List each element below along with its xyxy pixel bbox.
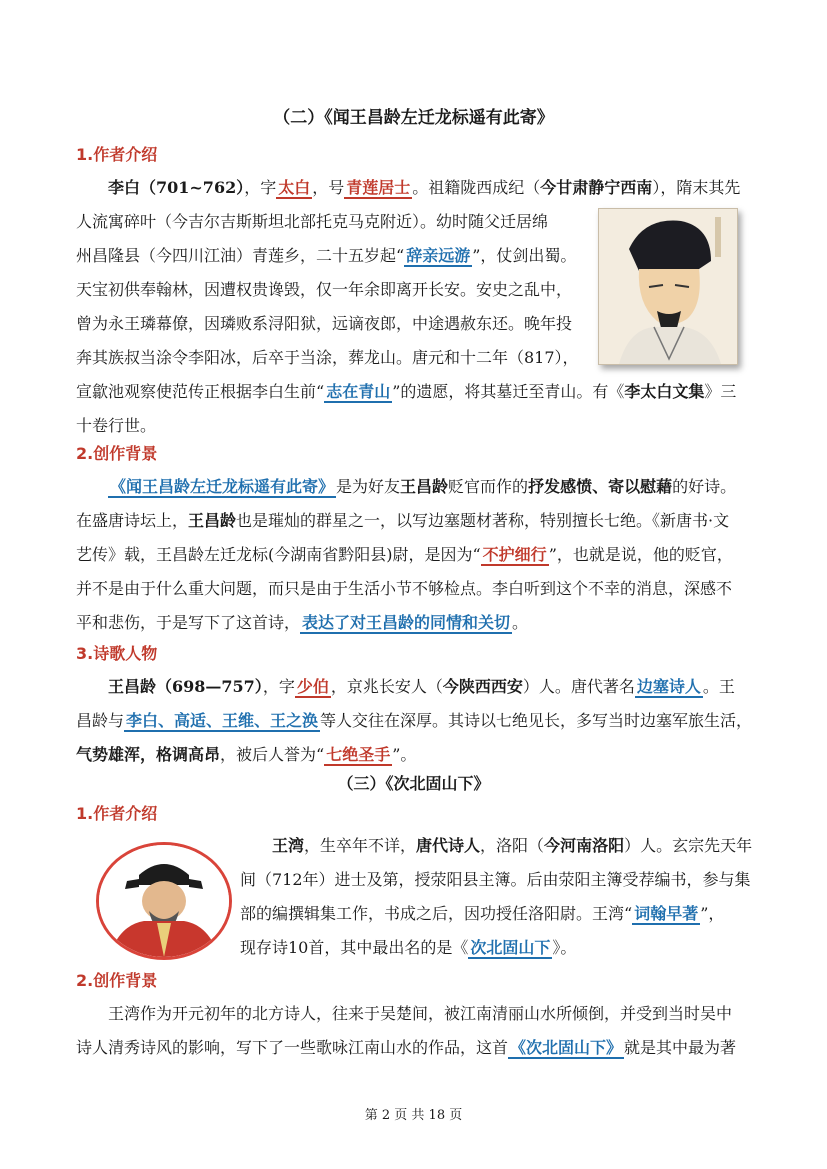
page-number: 第 2 页 共 18 页 [364, 1108, 463, 1123]
keyword-zi: 太白 [278, 178, 311, 197]
keyword-hao: 青莲居士 [346, 178, 411, 197]
keyword-reason: 不护细行 [482, 545, 547, 564]
li-bai-portrait [598, 208, 738, 365]
people-heading: 3.诗歌人物 [76, 644, 158, 663]
people-paragraph: 王昌龄（698—757），字 少伯 ，京兆长安人（今陕西西安）人。唐代著名 边塞诗人 。王 昌龄与 李白、高适、王维、王之涣 等人交往在深厚。其诗以七绝见长，多写当时边塞军旅生活， 气势雄浑，格调高昂，被后人誉为“ 七绝圣手 ”。 [76, 677, 753, 764]
keyword-zi-wcl: 少伯 [296, 677, 329, 696]
keyword-theme: 表达了对王昌龄的同情和关切 [302, 613, 511, 632]
author-intro-wangwan: 王湾，生卒年不详，唐代诗人，洛阳（今河南洛阳）人。玄宗先天年 间（712年）进士及第，授荥阳县主簿。后由荥阳主簿受荐编书，参与集 部的编撰辑集工作，书成之后，因功授任洛阳尉。王湾“ 词翰早著 ”， 现存诗10首，其中最出名的是《 次北固山下 》。 [240, 836, 753, 957]
background-heading: 2.创作背景 [76, 444, 158, 463]
keyword-poem-title: 《闻王昌龄左迁龙标遥有此寄》 [110, 477, 335, 496]
background-paragraph-3: 王湾作为开元初年的北方诗人，往来于吴楚间，被江南清丽山水所倾倒，并受到当时吴中 诗人清秀诗风的影响，写下了一些歌咏江南山水的作品，这首 《次北固山下》 就是其中最为著 [76, 1004, 737, 1057]
keyword-travel: 辞亲远游 [406, 246, 471, 265]
author-name: 李白（701~762） [108, 178, 245, 197]
author-intro-libai-wrap: 人流寓碎叶（今吉尔吉斯斯坦北部托克马克附近）。幼时随父迁居绵 州昌隆县（今四川江油）青莲乡，二十五岁起“ 辞亲远游 ”，仗剑出蜀。 天宝初供奉翰林，因遭权贵谗毁，仅一年余即离开长安。安史之乱中， 曾为永王璘幕僚，因璘败系浔阳狱，远谪夜郎，中途遇赦东还。晚年投 奔其族叔当涂令李阳冰，后卒于当涂，葬龙山。唐元和十二年（817）， [76, 212, 579, 367]
author-intro-libai-tail: 宣歙池观察使范传正根据李白生前“ 志在青山 ”的遗愿，将其墓迁至青山。有《李太白文集》三 十卷行世。 [76, 382, 737, 435]
author-intro-libai: 李白（701~762），字 太白 ，号 青莲居士 。祖籍陇西成纪（今甘肃静宁西南），隋末其先 [108, 178, 741, 197]
keyword-wish: 志在青山 [326, 382, 391, 401]
keyword-poem-title-3: 《次北固山下》 [510, 1038, 623, 1057]
keyword-friends: 李白、高适、王维、王之涣 [126, 711, 319, 730]
keyword-frontier-poet: 边塞诗人 [636, 677, 701, 696]
keyword-honor: 七绝圣手 [326, 745, 391, 764]
background-heading-3: 2.创作背景 [76, 971, 158, 990]
section-title-2: （二）《闻王昌龄左迁龙标遥有此寄》 [273, 108, 554, 128]
author-heading-3: 1.作者介绍 [76, 804, 158, 823]
background-paragraph: 《闻王昌龄左迁龙标遥有此寄》 是为好友王昌龄贬官而作的抒发感愤、寄以慰藉的好诗。 在盛唐诗坛上，王昌龄也是璀灿的群星之一，以写边塞题材著称，特别擅长七绝。《新唐书·文 艺传》载，王昌龄左迁龙标(今湖南省黔阳县)尉，是因为“ 不护细行 ”，也就是说，他的贬官， 并不是由于什么重大问题，而只是由于生活小节不够检点。李白听到这个不幸的消息，深感不 平和悲伤，于是写下了这首诗， 表达了对王昌龄的同情和关切 。 [76, 477, 737, 632]
section-title-3: （三）《次北固山下》 [337, 774, 490, 793]
author-heading: 1.作者介绍 [76, 145, 158, 164]
keyword-best-poem: 次北固山下 [470, 938, 551, 957]
wang-wan-portrait [96, 842, 232, 960]
keyword-fame: 词翰早著 [634, 904, 699, 923]
